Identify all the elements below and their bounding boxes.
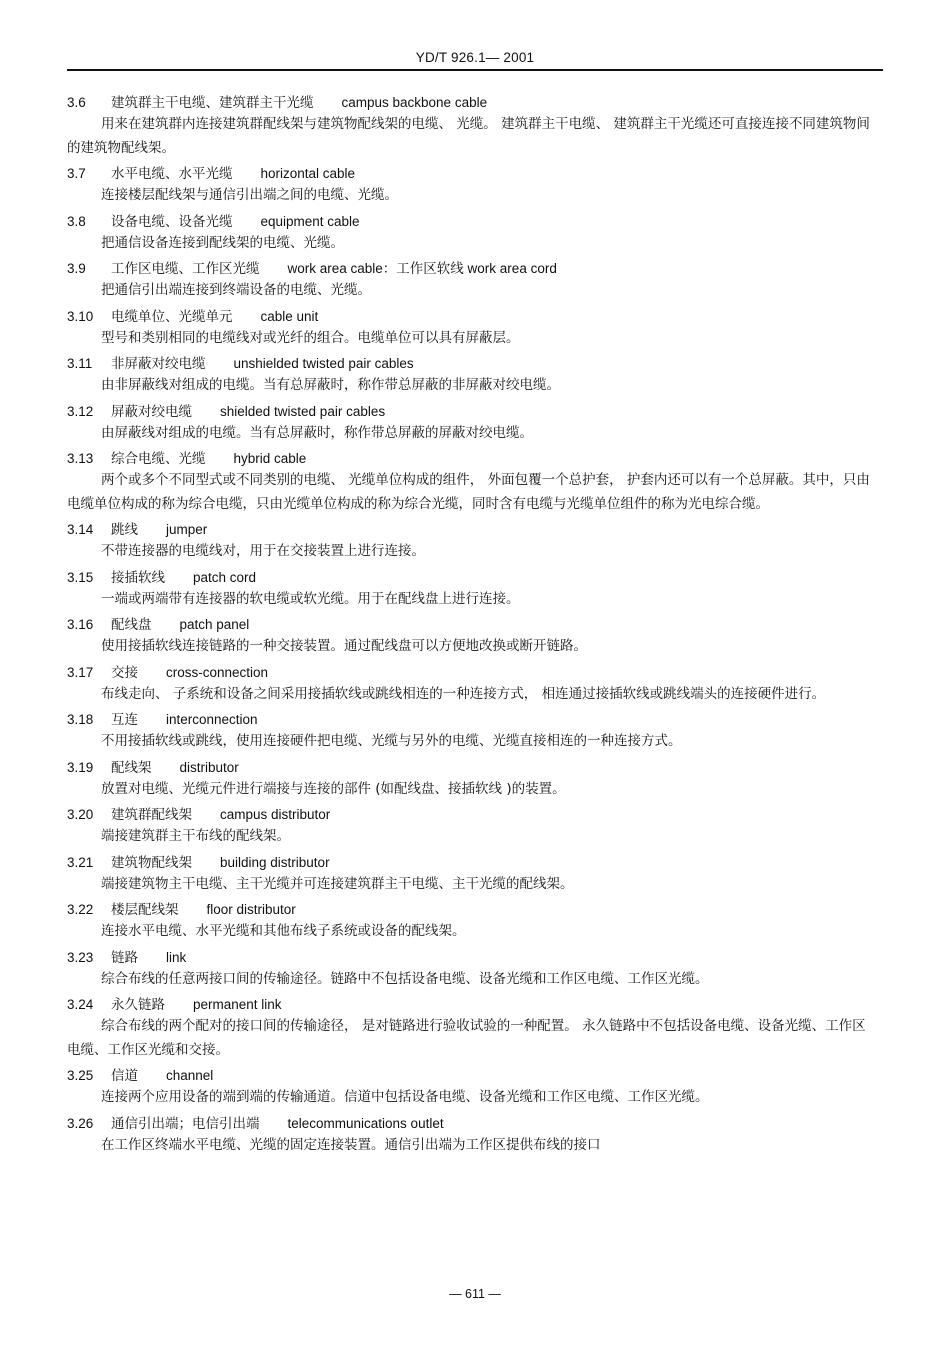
term-number: 3.16 bbox=[67, 617, 94, 632]
term-entry bbox=[67, 710, 873, 754]
term-entry bbox=[67, 948, 873, 992]
term-english-name: channel bbox=[166, 1068, 214, 1083]
term-definition: 不带连接器的电缆线对，用于在交接装置上进行连接。 bbox=[101, 543, 425, 559]
term-number: 3.11 bbox=[67, 356, 93, 371]
term-heading bbox=[67, 402, 873, 422]
term-english-name: horizontal cable bbox=[260, 166, 356, 181]
term-heading bbox=[67, 568, 873, 588]
term-definition: 连接水平电缆、水平光缆和其他布线子系统或设备的配线架。 bbox=[101, 923, 466, 939]
term-number: 3.19 bbox=[67, 759, 94, 775]
term-entry bbox=[67, 853, 873, 897]
term-heading bbox=[67, 948, 873, 968]
term-number: 3.10 bbox=[67, 308, 94, 324]
term-entry bbox=[67, 520, 873, 564]
term-number: 3.6 bbox=[67, 95, 86, 110]
term-chinese-name: 工作区电缆、工作区光缆 bbox=[111, 261, 260, 277]
term-chinese-name: 接插软线 bbox=[111, 569, 165, 586]
term-number: 3.15 bbox=[67, 569, 94, 585]
term-number: 3.26 bbox=[67, 1115, 94, 1131]
term-entry bbox=[67, 615, 873, 659]
page-number: — 611 — bbox=[449, 1287, 501, 1301]
term-entry bbox=[67, 1114, 873, 1158]
term-number: 3.25 bbox=[67, 1068, 94, 1083]
term-chinese-name: 设备电缆、设备光缆 bbox=[111, 213, 233, 230]
term-entry bbox=[67, 449, 873, 516]
term-definition: 一端或两端带有连接器的软电缆或软光缆。用于在配线盘上进行连接。 bbox=[101, 590, 520, 607]
term-english-name: cable unit bbox=[260, 308, 319, 324]
term-definition: 端接建筑物主干电缆、主干光缆并可连接建筑群主干电缆、主干光缆的配线架。 bbox=[101, 875, 574, 892]
term-chinese-name: 建筑群主干电缆、建筑群主干光缆 bbox=[111, 95, 314, 111]
term-chinese-name: 建筑物配线架 bbox=[111, 854, 192, 871]
term-english-name: campus distributor bbox=[220, 807, 331, 822]
term-definition: 型号和类别相同的电缆线对或光纤的组合。电缆单位可以具有屏蔽层。 bbox=[101, 329, 520, 346]
terms-list bbox=[67, 93, 873, 1161]
term-entry bbox=[67, 663, 873, 707]
term-chinese-name: 非屏蔽对绞电缆 bbox=[111, 356, 206, 372]
term-definition: 不用接插软线或跳线，使用连接硬件把电缆、光缆与另外的电缆、光缆直接相连的一种连接方式。 bbox=[101, 733, 682, 749]
term-definition: 把通信设备连接到配线架的电缆、光缆。 bbox=[101, 234, 344, 251]
term-english-name: permanent link bbox=[193, 997, 282, 1012]
term-english-name: jumper bbox=[166, 522, 208, 537]
term-heading bbox=[67, 449, 873, 469]
term-number: 3.17 bbox=[67, 664, 94, 680]
term-number: 3.21 bbox=[67, 854, 94, 870]
term-heading bbox=[67, 93, 873, 113]
term-heading bbox=[67, 805, 873, 825]
term-number: 3.23 bbox=[67, 949, 94, 965]
term-heading bbox=[67, 354, 873, 374]
term-heading bbox=[67, 1114, 873, 1134]
term-entry bbox=[67, 995, 873, 1062]
term-chinese-name: 综合电缆、光缆 bbox=[111, 451, 206, 467]
term-english-name: equipment cable bbox=[260, 213, 360, 229]
term-entry bbox=[67, 568, 873, 612]
term-definition: 连接两个应用设备的端到端的传输通道。信道中包括设备电缆、设备光缆和工作区电缆、工作区光缆。 bbox=[101, 1089, 709, 1105]
term-entry bbox=[67, 402, 873, 446]
term-chinese-name: 建筑群配线架 bbox=[111, 807, 192, 823]
term-entry bbox=[67, 1066, 873, 1110]
running-header: YD/T 926.1— 2001 bbox=[415, 50, 535, 65]
term-definition: 用来在建筑群内连接建筑群配线架与建筑物配线架的电缆、 光缆。 建筑群主干电缆、 建筑群主干光缆还可直接连接不同建筑物间的建筑物配线架。 bbox=[67, 116, 870, 156]
term-definition: 连接楼层配线架与通信引出端之间的电缆、光缆。 bbox=[101, 187, 398, 203]
term-heading bbox=[67, 995, 873, 1015]
term-definition: 由非屏蔽线对组成的电缆。当有总屏蔽时，称作带总屏蔽的非屏蔽对绞电缆。 bbox=[101, 377, 560, 393]
term-heading bbox=[67, 663, 873, 683]
term-number: 3.7 bbox=[67, 166, 86, 181]
term-english-name: patch panel bbox=[179, 617, 250, 632]
term-definition: 综合布线的两个配对的接口间的传输途径， 是对链路进行验收试验的一种配置。 永久链路中不包括设备电缆、设备光缆、工作区电缆、工作区光缆和交接。 bbox=[67, 1018, 866, 1058]
term-definition: 由屏蔽线对组成的电缆。当有总屏蔽时，称作带总屏蔽的屏蔽对绞电缆。 bbox=[101, 424, 533, 441]
term-definition: 放置对电缆、光缆元件进行端接与连接的部件 (如配线盘、接插软线 )的装置。 bbox=[101, 780, 566, 797]
term-entry bbox=[67, 805, 873, 849]
term-english-name: unshielded twisted pair cables bbox=[233, 356, 414, 371]
term-english-name: building distributor bbox=[220, 854, 330, 870]
term-english-name: work area cable：工作区软线 work area cord bbox=[287, 261, 557, 276]
term-heading bbox=[67, 212, 873, 232]
term-english-name: patch cord bbox=[193, 569, 257, 585]
term-chinese-name: 配线盘 bbox=[111, 617, 152, 633]
term-chinese-name: 信道 bbox=[111, 1068, 138, 1084]
term-chinese-name: 通信引出端；电信引出端 bbox=[111, 1115, 260, 1132]
term-english-name: hybrid cable bbox=[233, 451, 307, 466]
term-english-name: floor distributor bbox=[206, 902, 296, 917]
header-rule bbox=[67, 69, 883, 71]
term-heading bbox=[67, 853, 873, 873]
term-entry bbox=[67, 307, 873, 351]
term-definition: 把通信引出端连接到终端设备的电缆、光缆。 bbox=[101, 282, 371, 298]
term-definition: 端接建筑群主干布线的配线架。 bbox=[101, 828, 290, 844]
term-number: 3.22 bbox=[67, 902, 94, 917]
term-chinese-name: 跳线 bbox=[111, 522, 138, 538]
term-entry bbox=[67, 259, 873, 303]
term-english-name: distributor bbox=[179, 759, 239, 775]
term-english-name: campus backbone cable bbox=[341, 95, 488, 110]
term-entry bbox=[67, 758, 873, 802]
term-chinese-name: 链路 bbox=[111, 949, 138, 966]
term-definition: 综合布线的任意两接口间的传输途径。链路中不包括设备电缆、设备光缆和工作区电缆、工作区光缆。 bbox=[101, 970, 709, 987]
term-english-name: cross-connection bbox=[166, 664, 269, 680]
term-chinese-name: 互连 bbox=[111, 712, 138, 728]
term-number: 3.13 bbox=[67, 451, 94, 466]
term-number: 3.12 bbox=[67, 403, 94, 419]
term-entry bbox=[67, 354, 873, 398]
term-chinese-name: 屏蔽对绞电缆 bbox=[111, 403, 192, 420]
term-heading bbox=[67, 164, 873, 184]
term-english-name: link bbox=[166, 949, 187, 965]
term-heading bbox=[67, 900, 873, 920]
term-chinese-name: 交接 bbox=[111, 664, 138, 681]
term-heading bbox=[67, 710, 873, 730]
term-number: 3.8 bbox=[67, 213, 86, 229]
term-chinese-name: 配线架 bbox=[111, 759, 152, 776]
term-entry bbox=[67, 900, 873, 944]
term-number: 3.9 bbox=[67, 261, 86, 276]
term-heading bbox=[67, 307, 873, 327]
term-heading bbox=[67, 615, 873, 635]
term-number: 3.18 bbox=[67, 712, 94, 727]
term-chinese-name: 电缆单位、光缆单元 bbox=[111, 308, 233, 325]
term-number: 3.24 bbox=[67, 997, 94, 1012]
term-english-name: interconnection bbox=[166, 712, 258, 727]
term-heading bbox=[67, 520, 873, 540]
term-heading bbox=[67, 758, 873, 778]
term-heading bbox=[67, 1066, 873, 1086]
term-entry bbox=[67, 93, 873, 160]
term-number: 3.14 bbox=[67, 522, 94, 537]
term-entry bbox=[67, 164, 873, 208]
term-entry bbox=[67, 212, 873, 256]
term-definition: 布线走向、 子系统和设备之间采用接插软线或跳线相连的一种连接方式， 相连通过接插软线或跳线端头的连接硬件进行。 bbox=[101, 685, 826, 702]
term-heading bbox=[67, 259, 873, 279]
term-chinese-name: 楼层配线架 bbox=[111, 902, 179, 918]
term-chinese-name: 永久链路 bbox=[111, 997, 165, 1013]
term-english-name: telecommunications outlet bbox=[287, 1115, 444, 1131]
term-english-name: shielded twisted pair cables bbox=[220, 403, 386, 419]
term-number: 3.20 bbox=[67, 807, 94, 822]
term-definition: 使用接插软线连接链路的一种交接装置。通过配线盘可以方便地改换或断开链路。 bbox=[101, 638, 587, 654]
term-definition: 两个或多个不同型式或不同类别的电缆、 光缆单位构成的组件， 外面包覆一个总护套， 护套内还可以有一个总屏蔽。其中，只由电缆单位构成的称为综合电缆，只由光缆单位构成的称为综合光缆，同时含有电缆与光缆单位组件的称为光电综合缆。 bbox=[67, 472, 870, 512]
term-chinese-name: 水平电缆、水平光缆 bbox=[111, 166, 233, 182]
term-definition: 在工作区终端水平电缆、光缆的固定连接装置。通信引出端为工作区提供布线的接口 bbox=[101, 1136, 601, 1153]
